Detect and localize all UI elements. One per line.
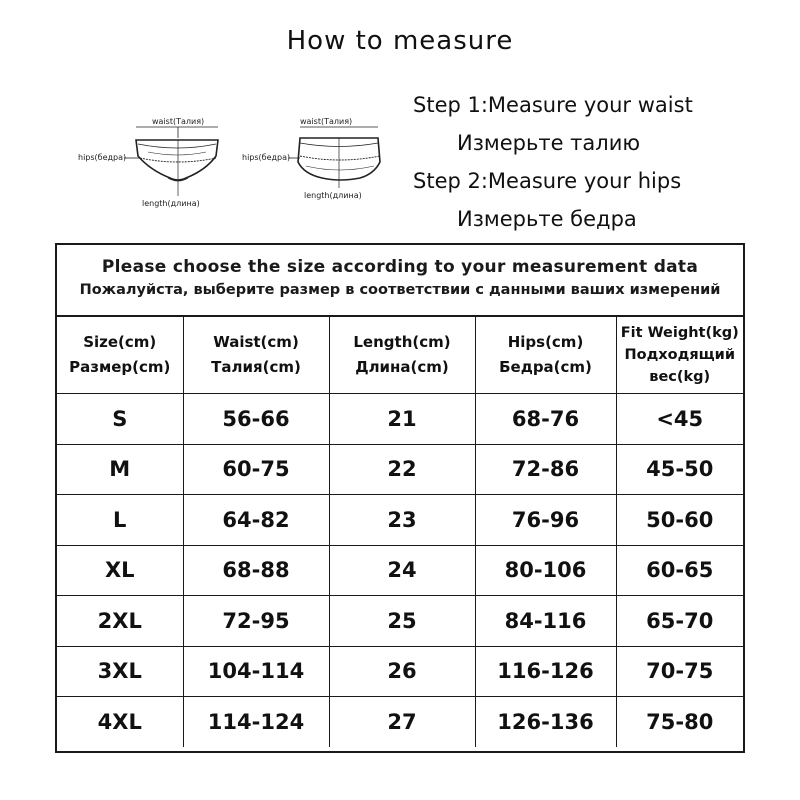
cell-size: 3XL <box>57 646 183 697</box>
cell-weight: 75-80 <box>616 697 743 747</box>
table-row <box>57 444 743 495</box>
right-hips-label: hips(бедра) <box>242 153 291 162</box>
cell-hips: 80-106 <box>475 545 616 596</box>
table-row <box>57 495 743 546</box>
header-length: Length(cm) Длина(cm) <box>329 317 475 394</box>
table-header-row <box>57 317 743 394</box>
cell-waist: 68-88 <box>183 545 329 596</box>
boxer-diagram-right <box>242 117 380 200</box>
cell-length: 26 <box>329 646 475 697</box>
cell-length: 24 <box>329 545 475 596</box>
cell-size: S <box>57 394 183 445</box>
cell-weight: <45 <box>616 394 743 445</box>
cell-hips: 126-136 <box>475 697 616 747</box>
measure-steps <box>413 86 753 238</box>
left-length-label: length(длина) <box>142 199 200 208</box>
table-row <box>57 545 743 596</box>
cell-length: 22 <box>329 444 475 495</box>
cell-size: M <box>57 444 183 495</box>
cell-waist: 114-124 <box>183 697 329 747</box>
table-row <box>57 596 743 647</box>
left-waist-label: waist(Талия) <box>152 117 205 126</box>
size-chart-intro <box>57 245 743 317</box>
cell-hips: 76-96 <box>475 495 616 546</box>
header-hips: Hips(cm) Бедра(cm) <box>475 317 616 394</box>
header-size: Size(cm) Размер(cm) <box>57 317 183 394</box>
cell-length: 25 <box>329 596 475 647</box>
cell-weight: 45-50 <box>616 444 743 495</box>
cell-hips: 68-76 <box>475 394 616 445</box>
brief-diagram-left <box>78 117 218 208</box>
size-chart <box>55 243 745 753</box>
table-row <box>57 646 743 697</box>
table-row <box>57 697 743 747</box>
cell-weight: 50-60 <box>616 495 743 546</box>
cell-waist: 64-82 <box>183 495 329 546</box>
header-waist: Waist(cm) Талия(cm) <box>183 317 329 394</box>
measurement-diagram <box>78 100 398 220</box>
cell-length: 23 <box>329 495 475 546</box>
cell-weight: 60-65 <box>616 545 743 596</box>
cell-waist: 56-66 <box>183 394 329 445</box>
right-waist-label: waist(Талия) <box>300 117 353 126</box>
step-1-en: Step 1:Measure your waist <box>413 93 693 117</box>
cell-hips: 72-86 <box>475 444 616 495</box>
cell-size: 4XL <box>57 697 183 747</box>
header-fit-weight: Fit Weight(kg) Подходящий вес(kg) <box>616 317 743 394</box>
cell-length: 27 <box>329 697 475 747</box>
cell-size: XL <box>57 545 183 596</box>
cell-waist: 104-114 <box>183 646 329 697</box>
intro-ru: Пожалуйста, выберите размер в соответствии с данными ваших измерений <box>79 282 721 298</box>
left-hips-label: hips(бедра) <box>78 153 127 162</box>
step-2-ru: Измерьте бедра <box>457 207 637 231</box>
cell-waist: 72-95 <box>183 596 329 647</box>
cell-size: 2XL <box>57 596 183 647</box>
cell-hips: 116-126 <box>475 646 616 697</box>
size-table <box>57 317 743 747</box>
cell-length: 21 <box>329 394 475 445</box>
cell-weight: 65-70 <box>616 596 743 647</box>
step-2-en: Step 2:Measure your hips <box>413 169 682 193</box>
cell-hips: 84-116 <box>475 596 616 647</box>
step-1-ru: Измерьте талию <box>457 131 641 155</box>
intro-en: Please choose the size according to your measurement data <box>101 257 699 277</box>
cell-weight: 70-75 <box>616 646 743 697</box>
cell-waist: 60-75 <box>183 444 329 495</box>
page-title: How to measure <box>286 26 514 56</box>
cell-size: L <box>57 495 183 546</box>
right-length-label: length(длина) <box>304 191 362 200</box>
table-row <box>57 394 743 445</box>
